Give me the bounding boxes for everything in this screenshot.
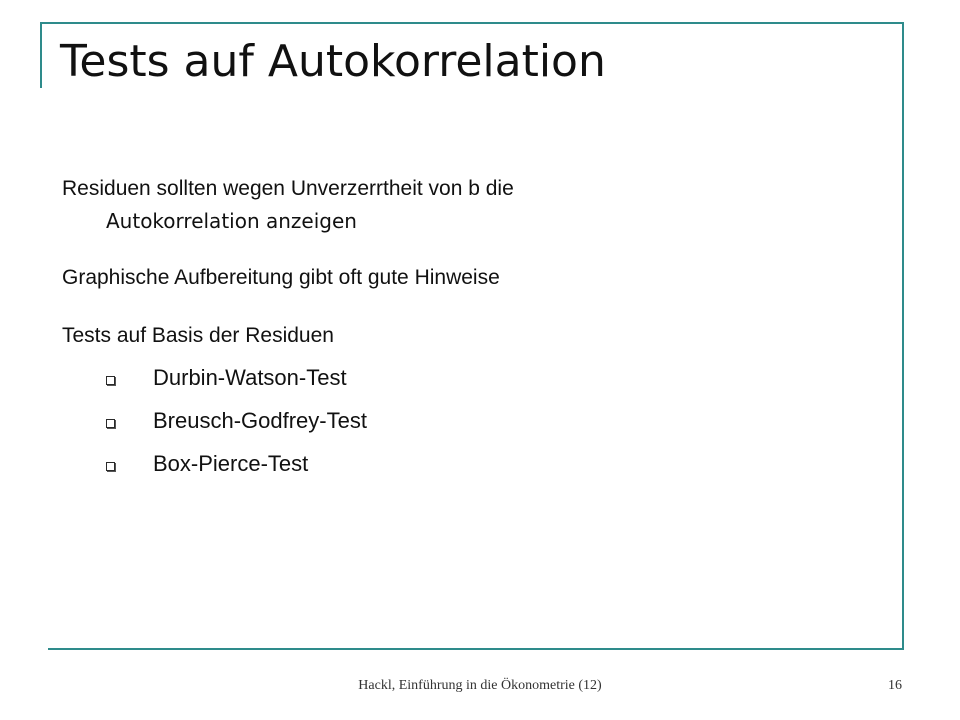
checkbox-bullet-icon <box>106 462 115 471</box>
bullet-item-label: Breusch-Godfrey-Test <box>153 408 367 433</box>
title-frame-left-line <box>40 22 42 88</box>
checkbox-bullet-icon <box>106 419 115 428</box>
body-paragraph-tests: Tests auf Basis der Residuen <box>62 324 334 347</box>
bullet-item-durbin-watson <box>106 360 347 396</box>
checkbox-bullet-icon <box>106 376 115 385</box>
body-paragraph-graphics: Graphische Aufbereitung gibt oft gute Hinweise <box>62 266 500 289</box>
bullet-item-breusch-godfrey <box>106 403 367 439</box>
bullet-item-label: Durbin-Watson-Test <box>153 365 347 390</box>
bullet-item-label: Box-Pierce-Test <box>153 451 309 476</box>
slide-footer: Hackl, Einführung in die Ökonometrie (12) <box>358 678 602 693</box>
body-paragraph-residuals-line1: Residuen sollten wegen Unverzerrtheit von b die <box>62 177 514 200</box>
bullet-item-box-pierce <box>106 446 308 482</box>
body-paragraph-residuals <box>62 173 514 237</box>
footer-divider-line <box>48 648 904 650</box>
page-number: 16 <box>888 678 902 693</box>
body-paragraph-residuals-line2: Autokorrelation anzeigen <box>106 209 357 233</box>
slide-frame-right-line <box>902 22 904 650</box>
title-frame-top-line <box>40 22 904 24</box>
slide-title: Tests auf Autokorrelation <box>60 36 606 87</box>
